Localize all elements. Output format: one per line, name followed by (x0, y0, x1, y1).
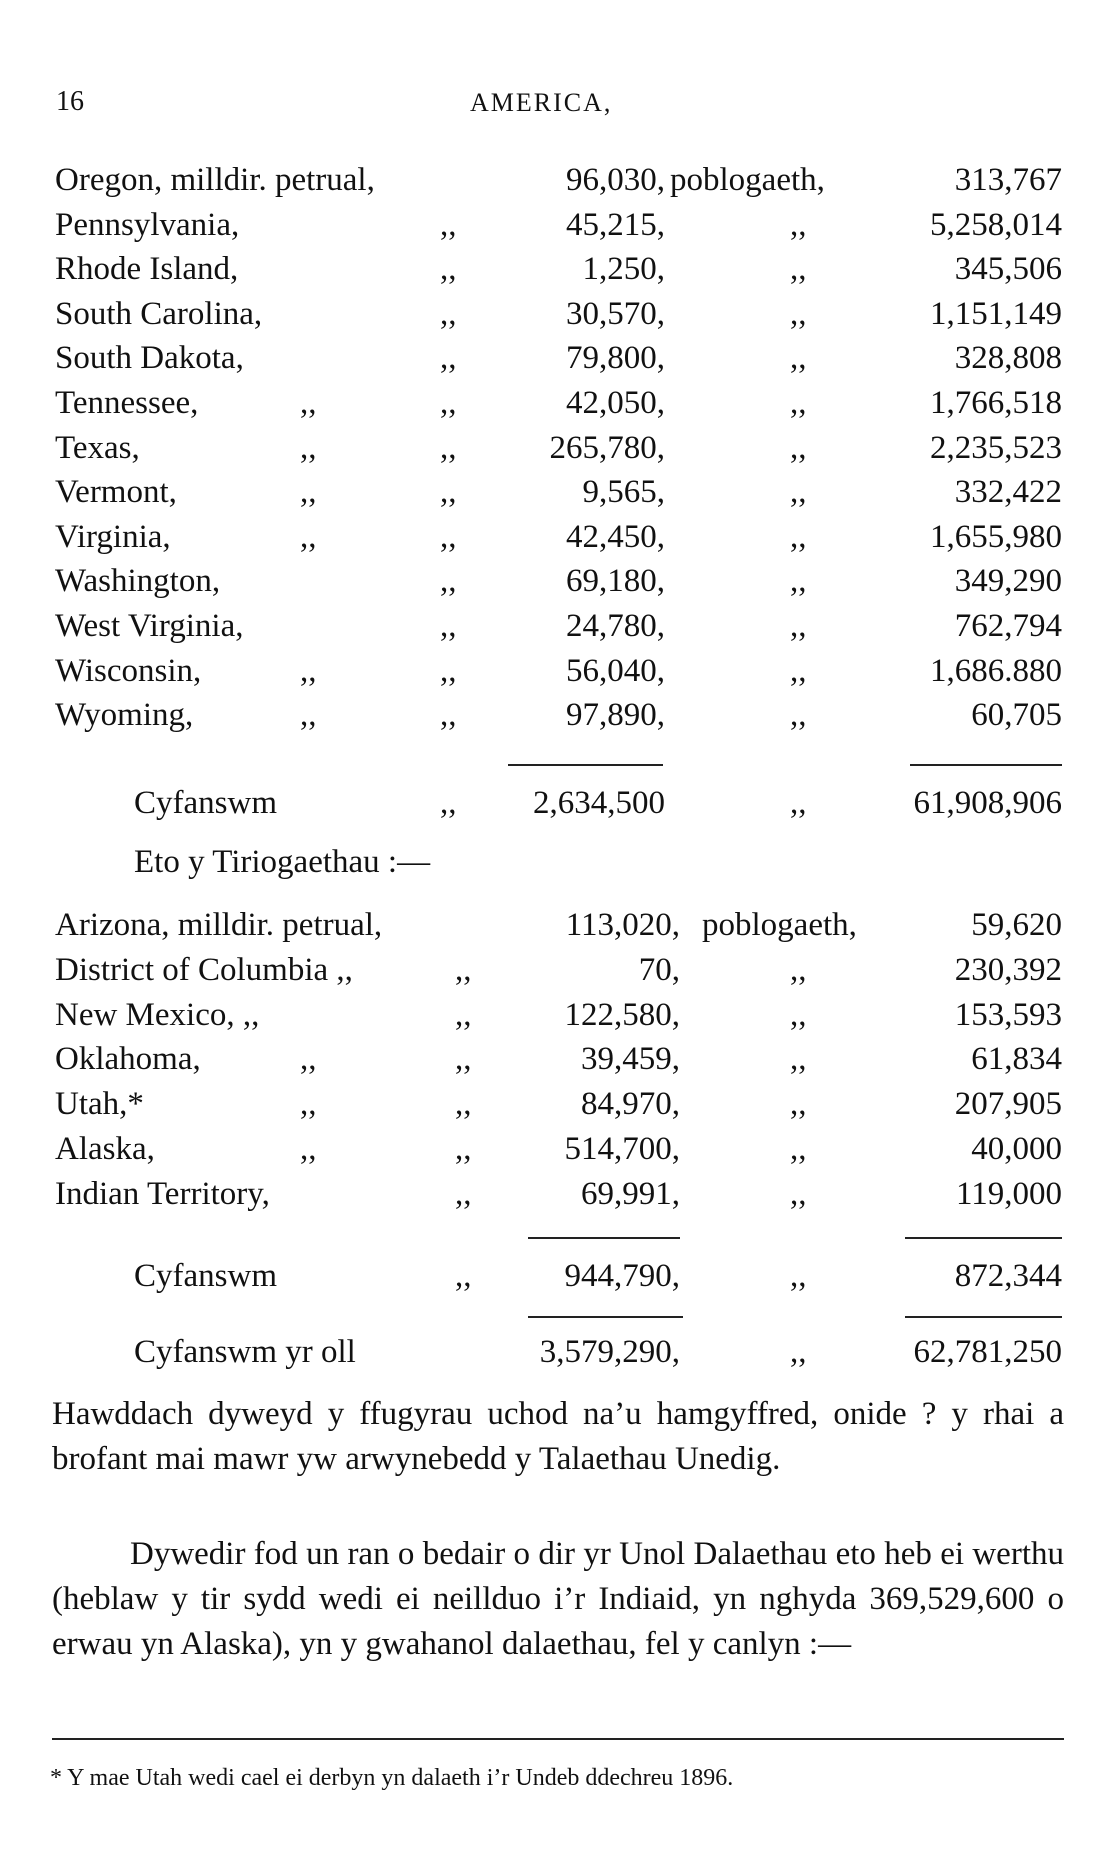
area-value: 42,450, (566, 518, 665, 555)
territories-heading-text: Eto y Tiriogaethau :— (134, 844, 431, 880)
ditto-mark: ,, (790, 1258, 807, 1294)
table-row (0, 903, 1120, 947)
sum-rule (528, 1316, 683, 1318)
area-value: 69,180, (566, 563, 665, 600)
population-value: 119,000 (955, 1175, 1062, 1212)
area-value: 42,050, (566, 385, 665, 421)
grand-total-population: 62,781,250 (913, 1334, 1062, 1370)
table-row (0, 381, 1120, 425)
table-row (0, 515, 1120, 559)
area-value: 514,700, (564, 1131, 680, 1167)
ditto-mark: ,, (790, 385, 807, 421)
paragraph-2-text: Dywedir fod un ran o bedair o dir yr Unol Dalaethau eto heb ei werthu (heblaw y tir sydd wedi ei neillduo i’r Indiaid, yn nghyda 369,529,600 o erwau yn Alaska), yn y gwahanol dalaethau, fel y canlyn :— (52, 1536, 1064, 1662)
ditto-mark: ,, (790, 1131, 807, 1167)
ditto-mark: ,, (790, 785, 807, 821)
total-label: Cyfanswm (134, 785, 277, 821)
sum-rule (508, 764, 663, 766)
grand-total-area: 3,579,290, (539, 1334, 680, 1370)
population-value: 1,686.880 (930, 652, 1062, 689)
grand-total-label: Cyfanswm yr oll (134, 1334, 356, 1370)
row-name: District of Columbia ,, (55, 951, 353, 988)
ditto-mark: ,, (455, 1086, 472, 1123)
area-value: 84,970, (581, 1086, 680, 1123)
population-value: 349,290 (954, 563, 1062, 600)
ditto-mark: ,, (455, 996, 472, 1033)
row-name: Vermont, (55, 474, 177, 511)
table-row (0, 426, 1120, 470)
table-row (0, 247, 1120, 291)
total-area: 944,790, (564, 1258, 680, 1294)
table-row (0, 292, 1120, 336)
ditto-mark: ,, (440, 474, 457, 511)
ditto-mark: ,, (790, 295, 807, 332)
table-row (0, 1037, 1120, 1081)
ditto-mark: ,, (300, 429, 317, 466)
population-value: 61,834 (971, 1041, 1062, 1078)
ditto-mark: ,, (440, 652, 457, 689)
table-row (0, 203, 1120, 247)
row-name: Rhode Island, (55, 251, 239, 288)
total-population: 872,344 (954, 1258, 1062, 1294)
row-name: Indian Territory, (55, 1175, 270, 1212)
ditto-mark: ,, (300, 518, 317, 555)
ditto-mark: ,, (790, 1175, 807, 1212)
ditto-mark: ,, (440, 785, 457, 821)
ditto-mark: ,, (790, 1086, 807, 1123)
row-name: Wisconsin, (55, 652, 202, 689)
population-value: 762,794 (954, 608, 1062, 644)
ditto-mark: ,, (790, 652, 807, 689)
ditto-mark: ,, (790, 251, 807, 288)
ditto-mark: ,, (790, 206, 807, 243)
area-value: 39,459, (581, 1041, 680, 1078)
ditto-mark: ,, (790, 1334, 807, 1370)
row-name: Oklahoma, (55, 1041, 201, 1078)
ditto-mark: ,, (455, 951, 472, 988)
ditto-mark: ,, (440, 251, 457, 288)
table-row (0, 1172, 1120, 1216)
ditto-mark: ,, (790, 429, 807, 466)
ditto-mark: ,, (455, 1041, 472, 1078)
area-value: 113,020, (565, 907, 680, 943)
population-value: 328,808 (954, 340, 1062, 377)
row-name: West Virginia, (55, 608, 244, 644)
ditto-mark: ,, (300, 1041, 317, 1078)
row-name: South Carolina, (55, 295, 263, 332)
table-row (0, 948, 1120, 992)
population-value: 345,506 (954, 251, 1062, 288)
table-row (0, 693, 1120, 737)
ditto-mark: ,, (440, 340, 457, 377)
table-row (0, 158, 1120, 202)
grand-total-row (0, 1330, 1120, 1374)
ditto-mark: ,, (300, 1086, 317, 1123)
ditto-mark: ,, (300, 697, 317, 734)
ditto-mark: ,, (790, 951, 807, 988)
ditto-mark: ,, (790, 518, 807, 555)
ditto-mark: ,, (790, 608, 807, 644)
row-name: Tennessee, (55, 385, 199, 421)
ditto-mark: ,, (440, 206, 457, 243)
table-row (0, 993, 1120, 1037)
population-value: 332,422 (954, 474, 1062, 511)
ditto-mark: ,, (440, 429, 457, 466)
row-name: Wyoming, (55, 697, 194, 734)
row-name: Texas, (55, 429, 140, 466)
population-value: 40,000 (971, 1131, 1062, 1167)
ditto-mark: ,, (455, 1258, 472, 1294)
row-name: Pennsylvania, (55, 206, 240, 243)
total-area: 2,634,500 (533, 785, 665, 821)
area-value: 69,991, (581, 1175, 680, 1212)
table-row (0, 1127, 1120, 1171)
row-name: Arizona, milldir. petrual, (55, 907, 383, 943)
row-name: Oregon, milldir. petrual, (55, 162, 375, 198)
table-row (0, 559, 1120, 603)
population-value: 153,593 (954, 996, 1062, 1033)
population-value: 1,766,518 (930, 385, 1062, 421)
ditto-mark: ,, (440, 295, 457, 332)
row-name: Virginia, (55, 518, 171, 555)
population-value: 1,655,980 (930, 518, 1062, 555)
ditto-mark: ,, (440, 697, 457, 734)
population-label: poblogaeth, (702, 907, 857, 943)
ditto-mark: ,, (455, 1131, 472, 1167)
row-name: New Mexico, ,, (55, 996, 260, 1033)
states-total-row (0, 781, 1120, 825)
ditto-mark: ,, (790, 697, 807, 734)
population-value: 207,905 (954, 1086, 1062, 1123)
population-value: 2,235,523 (930, 429, 1062, 466)
page-number: 16 (56, 86, 84, 117)
ditto-mark: ,, (440, 563, 457, 600)
table-row (0, 470, 1120, 514)
sum-rule (528, 1237, 680, 1239)
running-title: AMERICA, (470, 88, 613, 117)
area-value: 9,565, (582, 474, 665, 511)
ditto-mark: ,, (790, 563, 807, 600)
sum-rule (910, 764, 1062, 766)
population-value: 60,705 (971, 697, 1062, 734)
area-value: 45,215, (566, 206, 665, 243)
population-label: poblogaeth, (670, 162, 825, 198)
ditto-mark: ,, (300, 652, 317, 689)
ditto-mark: ,, (790, 996, 807, 1033)
total-label: Cyfanswm (134, 1258, 277, 1294)
area-value: 79,800, (566, 340, 665, 377)
ditto-mark: ,, (790, 340, 807, 377)
ditto-mark: ,, (300, 1131, 317, 1167)
ditto-mark: ,, (440, 385, 457, 421)
area-value: 70, (638, 951, 680, 988)
sum-rule (905, 1237, 1062, 1239)
total-population: 61,908,906 (913, 785, 1062, 821)
population-value: 1,151,149 (930, 295, 1062, 332)
population-value: 59,620 (971, 907, 1062, 943)
sum-rule (905, 1316, 1062, 1318)
row-name: Utah,* (55, 1086, 144, 1123)
ditto-mark: ,, (300, 385, 317, 421)
row-name: Alaska, (55, 1131, 155, 1167)
area-value: 1,250, (582, 251, 665, 288)
table-row (0, 336, 1120, 380)
table-row (0, 649, 1120, 693)
ditto-mark: ,, (790, 1041, 807, 1078)
footnote-rule (52, 1738, 1064, 1740)
territories-heading (0, 840, 1120, 884)
area-value: 265,780, (549, 429, 665, 466)
ditto-mark: ,, (300, 474, 317, 511)
paragraph-2 (52, 1532, 1064, 1667)
area-value: 96,030, (566, 162, 665, 198)
population-value: 230,392 (954, 951, 1062, 988)
area-value: 24,780, (566, 608, 665, 644)
paragraph-1: Hawddach dyweyd y ffugyrau uchod na’u hamgyffred, onide ? y rhai a brofant mai mawr yw arwynebedd y Talaethau Unedig. (52, 1396, 1064, 1477)
row-name: South Dakota, (55, 340, 244, 377)
row-name: Washington, (55, 563, 221, 600)
footnote: * Y mae Utah wedi cael ei derbyn yn dalaeth i’r Undeb ddechreu 1896. (50, 1765, 734, 1791)
population-value: 313,767 (954, 162, 1062, 198)
ditto-mark: ,, (455, 1175, 472, 1212)
ditto-mark: ,, (440, 608, 457, 644)
table-row (0, 604, 1120, 648)
area-value: 97,890, (566, 697, 665, 734)
area-value: 30,570, (566, 295, 665, 332)
area-value: 122,580, (564, 996, 680, 1033)
area-value: 56,040, (566, 652, 665, 689)
territories-total-row (0, 1254, 1120, 1298)
table-row (0, 1082, 1120, 1126)
population-value: 5,258,014 (930, 206, 1062, 243)
ditto-mark: ,, (440, 518, 457, 555)
ditto-mark: ,, (790, 474, 807, 511)
